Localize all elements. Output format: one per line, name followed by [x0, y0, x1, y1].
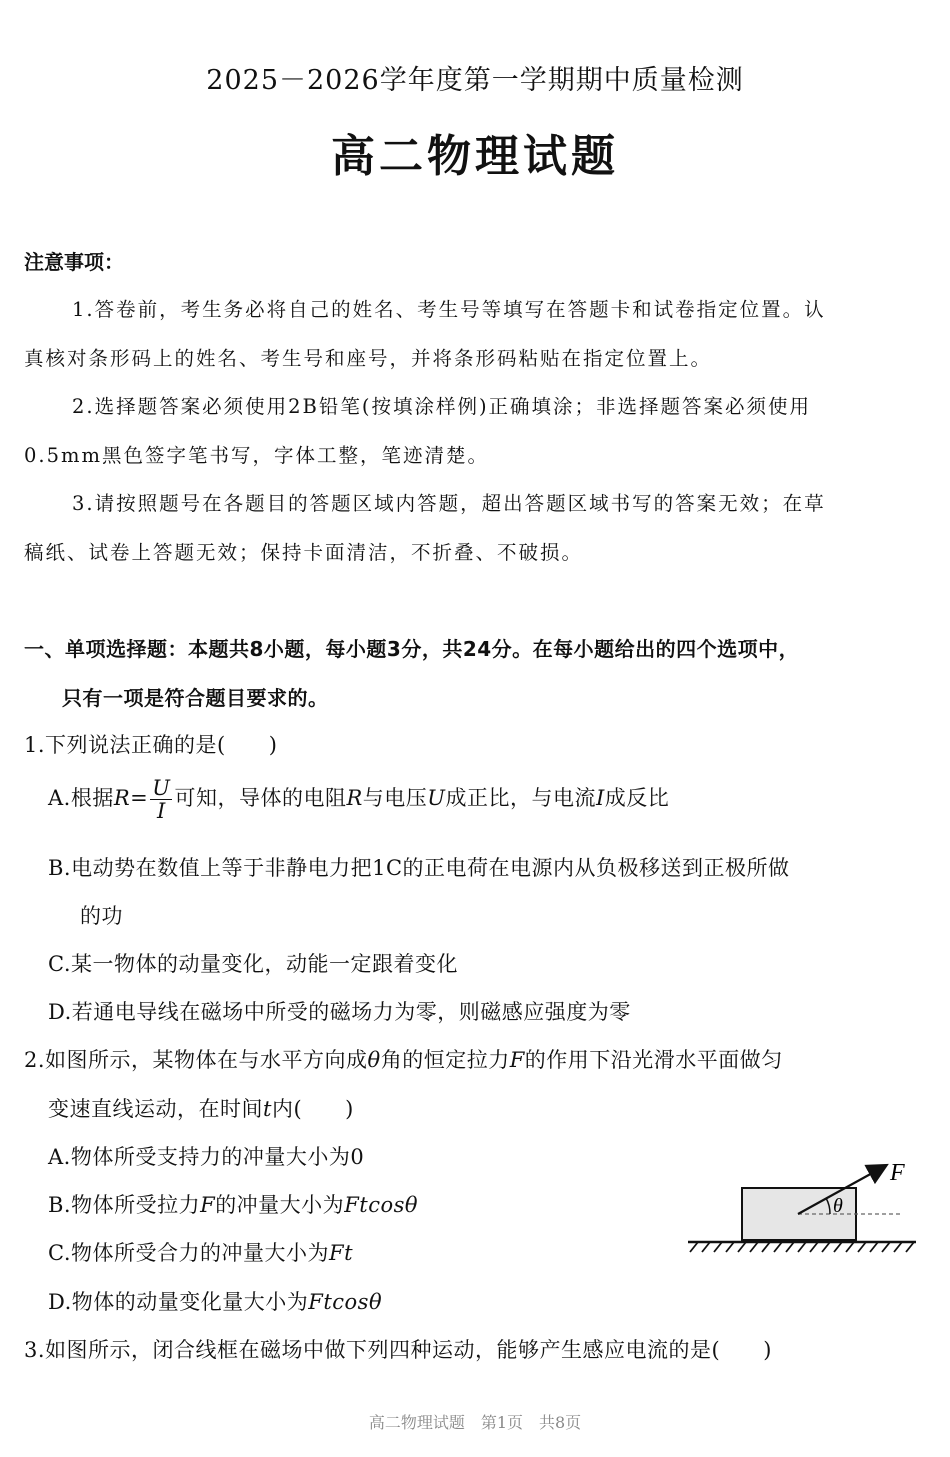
notice-item-3-line-2: 稿纸、试卷上答题无效；保持卡面清洁，不折叠、不破损。	[24, 541, 584, 564]
page-footer: 高二物理试题 第1页 共8页	[368, 1413, 582, 1432]
question-2-stem-line-2: 变速直线运动，在时间t内( )	[48, 1097, 354, 1121]
notice-item-2-line-1: 2.选择题答案必须使用2B铅笔(按填涂样例)正确填涂；非选择题答案必须使用	[72, 395, 812, 418]
question-2-stem-line-1: 2.如图所示，某物体在与水平方向成θ角的恒定拉力F的作用下沿光滑水平面做匀	[24, 1048, 783, 1072]
question-2-option-d: D.物体的动量变化量大小为Ftcosθ	[48, 1290, 383, 1314]
notice-item-1-line-1: 1.答卷前，考生务必将自己的姓名、考生号等填写在答题卡和试卷指定位置。认	[72, 298, 826, 321]
question-3-stem: 3.如图所示，闭合线框在磁场中做下列四种运动，能够产生感应电流的是( )	[24, 1338, 772, 1362]
ohms-law-fraction: $\frac{U}{I}$	[152, 776, 171, 823]
notice-item-3-line-1: 3.请按照题号在各题目的答题区域内答题，超出答题区域书写的答案无效；在草	[72, 492, 826, 515]
question-1-stem: 1.下列说法正确的是( )	[24, 733, 278, 757]
question-2-figure	[680, 1150, 920, 1260]
ground-hatching	[690, 1242, 914, 1252]
question-2-option-c: C.物体所受合力的冲量大小为Ft	[48, 1241, 354, 1265]
angle-label: θ	[833, 1195, 843, 1217]
notice-item-2-line-2: 0.5mm黑色签字笔书写，字体工整，笔迹清楚。	[24, 444, 489, 467]
force-label: F	[890, 1160, 905, 1186]
section-1-heading-line-2: 只有一项是符合题目要求的。	[62, 686, 329, 710]
question-1-option-b-line-1: B.电动势在数值上等于非静电力把1C的正电荷在电源内从负极移送到正极所做	[48, 856, 790, 880]
page-title: 高二物理试题	[331, 131, 619, 182]
exam-term: 2025－2026学年度第一学期期中质量检测	[206, 65, 744, 96]
question-1-option-b-line-2: 的功	[80, 904, 123, 928]
notice-item-1-line-2: 真核对条形码上的姓名、考生号和座号，并将条形码粘贴在指定位置上。	[24, 347, 713, 370]
question-1-option-d: D.若通电导线在磁场中所受的磁场力为零，则磁感应强度为零	[48, 1000, 631, 1024]
question-2-option-a: A.物体所受支持力的冲量大小为0	[48, 1145, 365, 1169]
notice-heading: 注意事项：	[24, 250, 124, 274]
section-1-heading-line-1: 一、单项选择题：本题共8小题，每小题3分，共24分。在每小题给出的四个选项中，	[24, 637, 800, 661]
question-1-option-a: A.根据R= $\frac{U}{I}$ 可知，导体的电阻R与电压U成正比，与电流I成反比	[48, 776, 670, 823]
question-1-option-c: C.某一物体的动量变化，动能一定跟着变化	[48, 952, 458, 976]
question-2-option-b: B.物体所受拉力F的冲量大小为Ftcosθ	[48, 1193, 419, 1217]
